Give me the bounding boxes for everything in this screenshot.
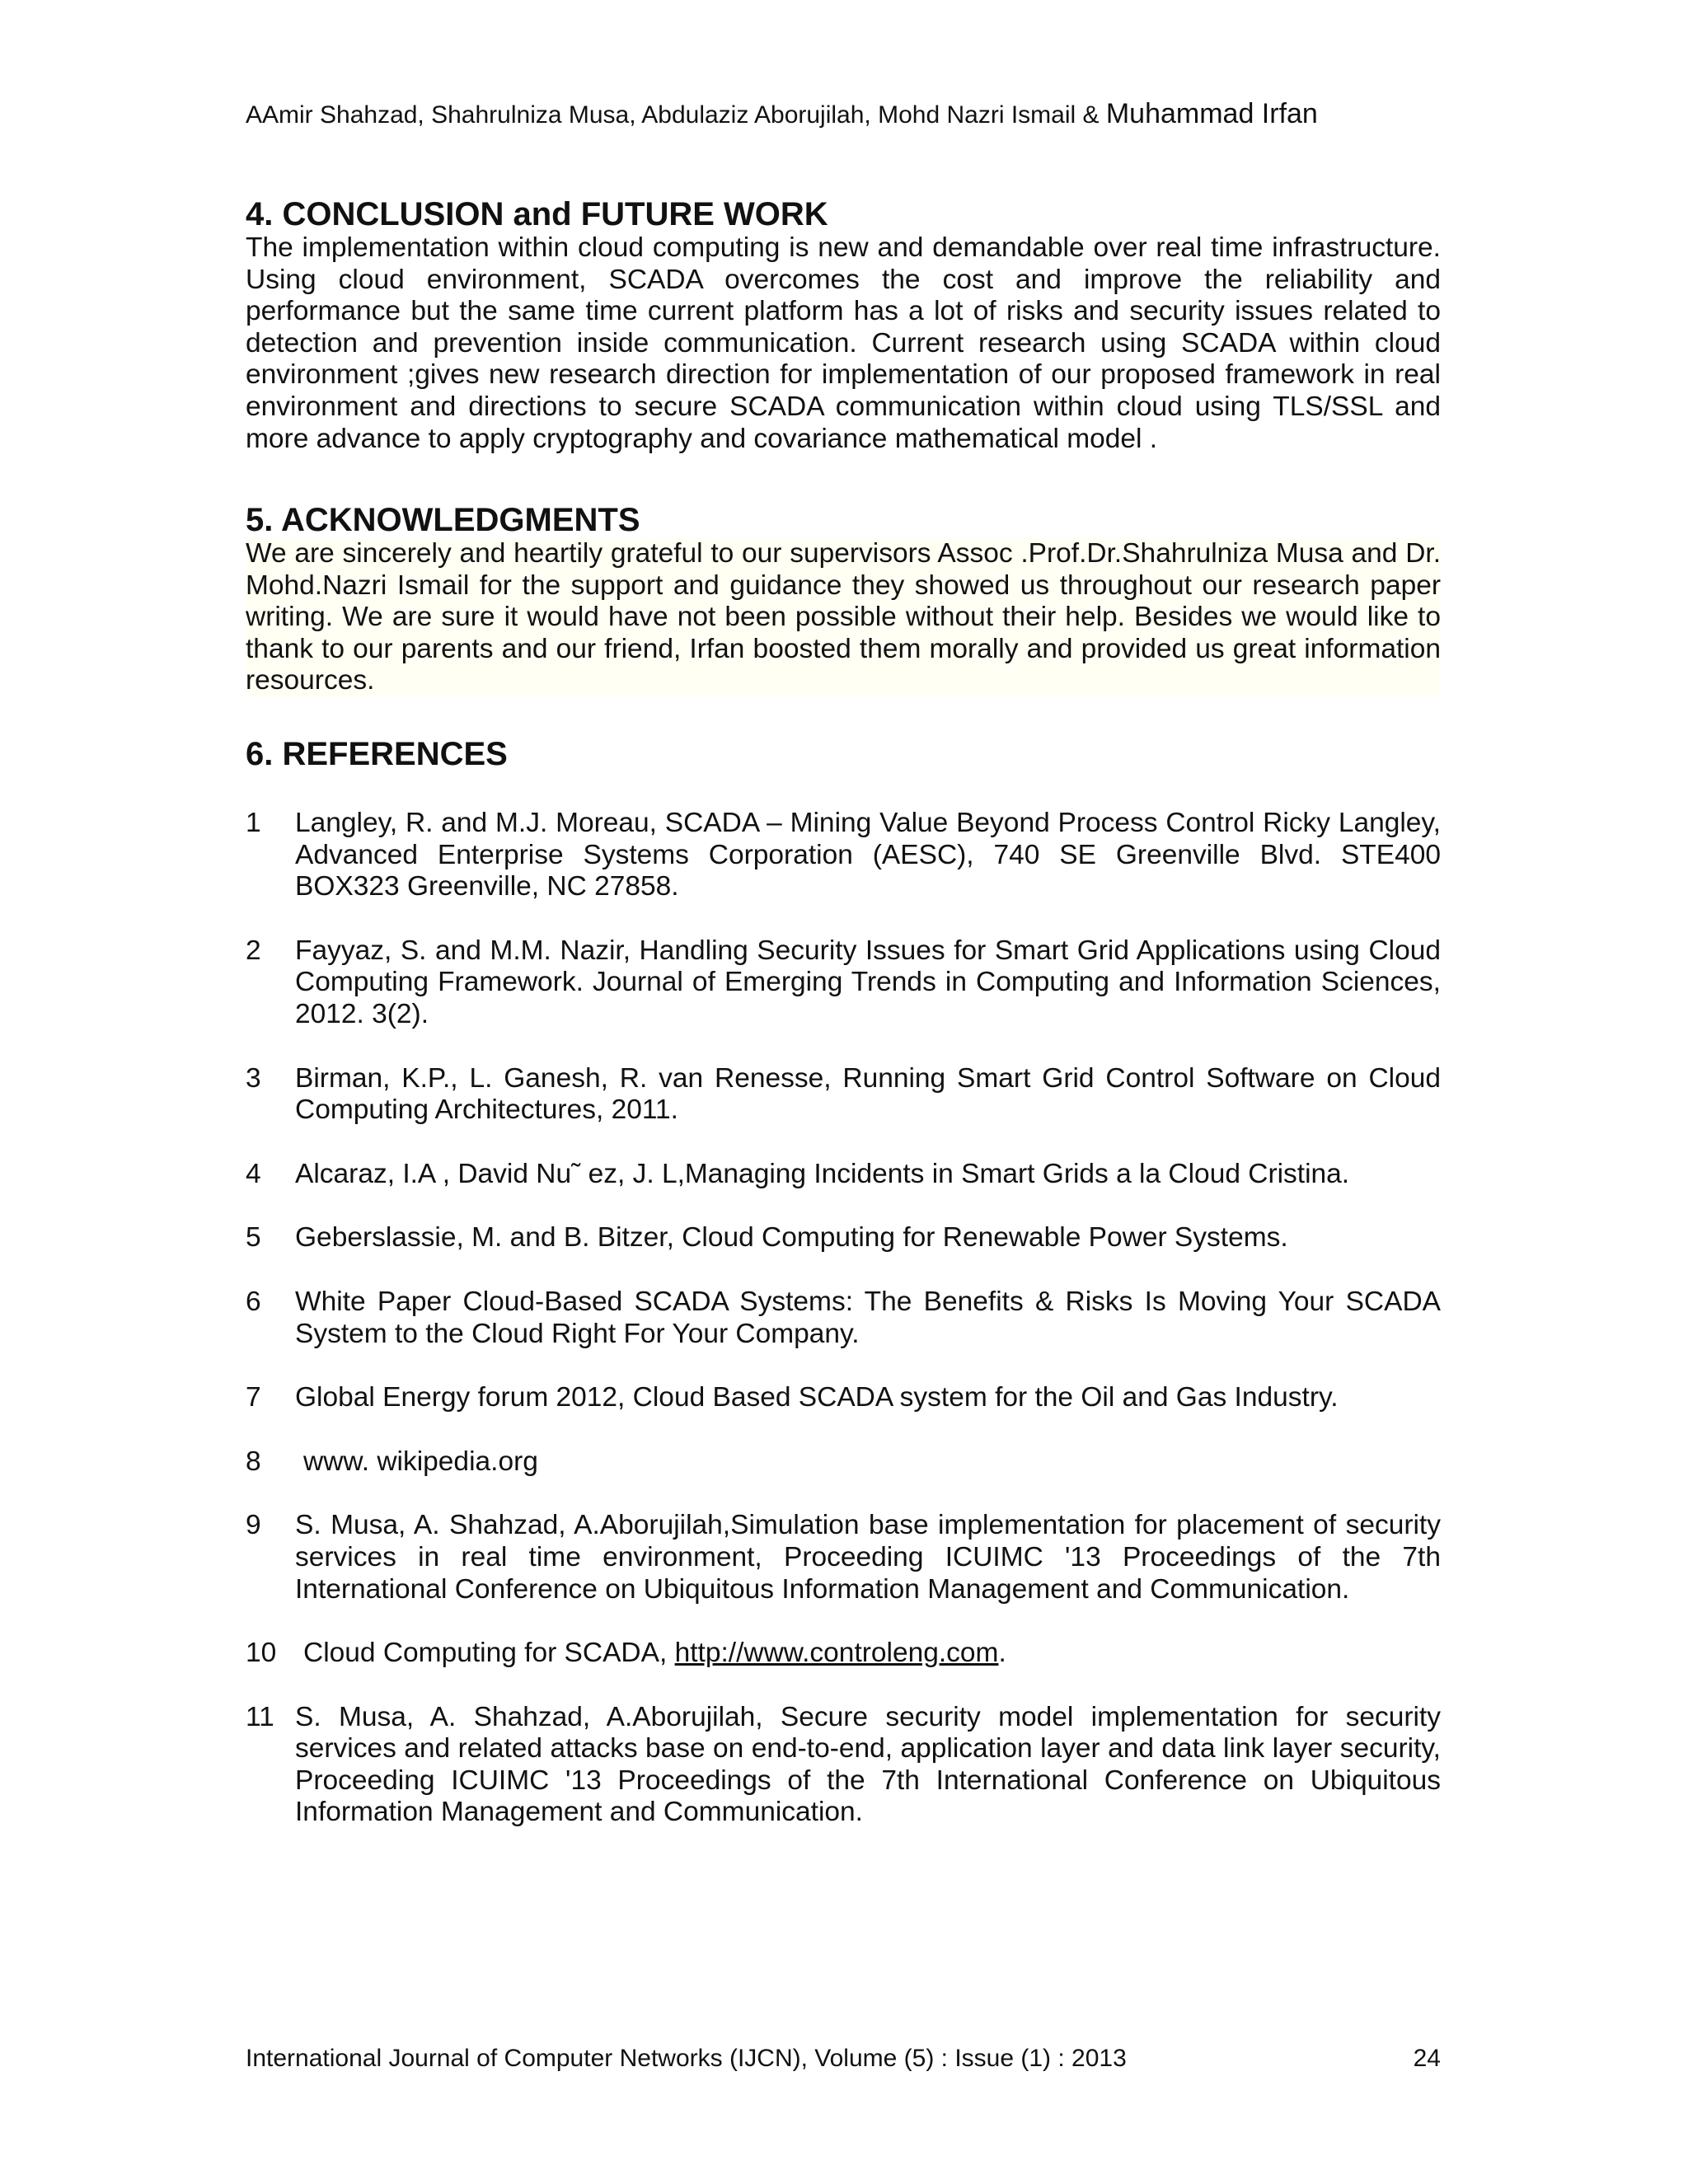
reference-number: 3 bbox=[246, 1062, 261, 1094]
reference-item bbox=[246, 1382, 1441, 1414]
conclusion-section bbox=[246, 196, 1441, 455]
reference-item bbox=[246, 1159, 1441, 1191]
references-heading: 6. REFERENCES bbox=[246, 736, 508, 772]
reference-text: Geberslassie, M. and B. Bitzer, Cloud Computing for Renewable Power Systems. bbox=[295, 1222, 1288, 1254]
reference-item bbox=[246, 1638, 1441, 1670]
reference-text: S. Musa, A. Shahzad, A.Aborujilah,Simulation base implementation for placement of security services in real time environment, Proceeding ICUIMC '13 Proceedings of the 7th International Conference on Ubiquitous Information Management and Communication. bbox=[295, 1510, 1441, 1605]
reference-text: www. wikipedia.org bbox=[303, 1446, 538, 1477]
footer-journal: International Journal of Computer Networks (IJCN), Volume (5) : Issue (1) : 2013 bbox=[246, 2045, 1127, 2072]
reference-text: Fayyaz, S. and M.M. Nazir, Handling Security Issues for Smart Grid Applications using Cloud Computing Framework. Journal of Emerging Trends in Computing and Information Sciences, 2012. 3(2). bbox=[295, 935, 1441, 1029]
header-authors: AAmir Shahzad, Shahrulniza Musa, Abdulaziz Aborujilah, Mohd Nazri Ismail & bbox=[246, 101, 1100, 129]
reference-number: 2 bbox=[246, 935, 261, 966]
reference-text: Birman, K.P., L. Ganesh, R. van Renesse, Running Smart Grid Control Software on Cloud Computing Architectures, 2011. bbox=[295, 1062, 1441, 1126]
reference-link[interactable]: http://www.controleng.com bbox=[674, 1638, 999, 1669]
reference-text: White Paper Cloud-Based SCADA Systems: The Benefits & Risks Is Moving Your SCADA System to the Cloud Right For Your Company. bbox=[295, 1286, 1441, 1349]
acknowledgments-paragraph: We are sincerely and heartily grateful to our supervisors Assoc .Prof.Dr.Shahrulniza Musa and Dr. Mohd.Nazri Ismail for the support and guidance they showed us throughout our research paper writing. We are sure it would have not been possible without their help. Besides we would like to thank to our parents and our friend, Irfan boosted them morally and provided us great information resources. bbox=[246, 538, 1441, 696]
acknowledgments-heading: 5. ACKNOWLEDGMENTS bbox=[246, 502, 640, 538]
reference-item bbox=[246, 1222, 1441, 1254]
reference-item bbox=[246, 1286, 1441, 1350]
reference-item bbox=[246, 1446, 1441, 1479]
reference-item bbox=[246, 935, 1441, 1031]
acknowledgments-section bbox=[246, 502, 1441, 697]
header-last-author: Muhammad Irfan bbox=[1105, 98, 1318, 129]
references-section bbox=[246, 736, 1441, 772]
reference-text bbox=[295, 1638, 1441, 1670]
reference-item bbox=[246, 1063, 1441, 1127]
reference-number: 7 bbox=[246, 1382, 261, 1413]
running-header bbox=[246, 97, 1441, 132]
page-number: 24 bbox=[1413, 2045, 1441, 2072]
reference-text: Alcaraz, I.A , David Nu˜ ez, J. L,Managing Incidents in Smart Grids a la Cloud Cristina. bbox=[295, 1158, 1350, 1189]
reference-number: 5 bbox=[246, 1222, 261, 1254]
reference-number: 9 bbox=[246, 1510, 261, 1541]
reference-number: 11 bbox=[246, 1701, 274, 1732]
reference-number: 4 bbox=[246, 1158, 261, 1189]
conclusion-heading: 4. CONCLUSION and FUTURE WORK bbox=[246, 196, 828, 232]
reference-text: Global Energy forum 2012, Cloud Based SCADA system for the Oil and Gas Industry. bbox=[295, 1382, 1339, 1413]
reference-number: 8 bbox=[246, 1446, 261, 1477]
reference-number: 6 bbox=[246, 1286, 261, 1317]
reference-item bbox=[246, 1702, 1441, 1829]
reference-number: 10 bbox=[246, 1638, 277, 1669]
reference-text-suffix: . bbox=[998, 1638, 1006, 1669]
reference-number: 1 bbox=[246, 808, 261, 838]
conclusion-paragraph: The implementation within cloud computing is new and demandable over real time infrastructure. Using cloud environment, SCADA overcomes the cost and improve the reliability and performance but the same time current platform has a lot of risks and security issues related to detection and prevention inside communication. Current research using SCADA within cloud environment ;gives new research direction for implementation of our proposed framework in real environment and directions to secure SCADA communication within cloud using TLS/SSL and more advance to apply cryptography and covariance mathematical model . bbox=[246, 232, 1441, 454]
reference-text-prefix: Cloud Computing for SCADA, bbox=[303, 1638, 668, 1669]
reference-text: Langley, R. and M.J. Moreau, SCADA – Mining Value Beyond Process Control Ricky Langley, Advanced Enterprise Systems Corporation (AESC), 740 SE Greenville Blvd. STE400 BOX323 Greenville, NC 27858. bbox=[295, 808, 1441, 902]
reference-item bbox=[246, 808, 1441, 903]
reference-item bbox=[246, 1510, 1441, 1605]
reference-text: S. Musa, A. Shahzad, A.Aborujilah, Secure security model implementation for security services and related attacks base on end-to-end, application layer and data link layer security, Proceeding ICUIMC '13 Proceedings of the 7th International Conference on Ubiquitous Information Management and Communication. bbox=[295, 1701, 1441, 1828]
reference-list bbox=[246, 808, 1441, 1861]
